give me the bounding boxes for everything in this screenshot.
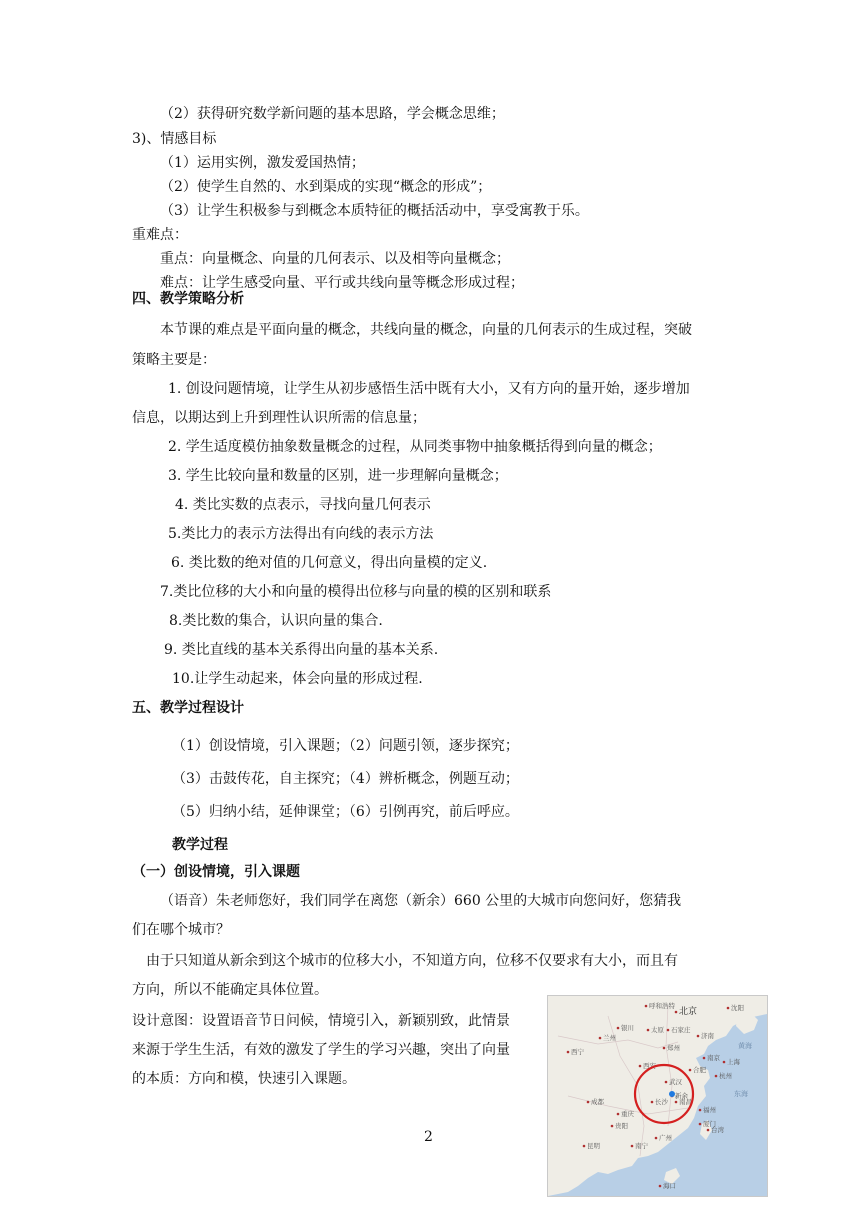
city-label: 福州 (703, 1106, 716, 1114)
city-label: 沈阳 (731, 1004, 744, 1012)
city-dot (715, 1075, 718, 1078)
text-line: （1）运用实例，激发爱国热情； (160, 155, 365, 171)
city-dot (697, 1035, 700, 1038)
paragraph-line: 设计意图：设置语音节日问候，情境引入，新颖别致，此情景 (132, 1013, 510, 1029)
page-number: 2 (424, 1129, 433, 1145)
city-dot (617, 1113, 620, 1116)
city-dot (599, 1037, 602, 1040)
list-item: 3. 学生比较向量和数量的区别，进一步理解向量概念； (168, 468, 508, 484)
list-item: 1. 创设问题情境，让学生从初步感悟生活中既有大小，又有方向的量开始，逐步增加 (168, 381, 690, 397)
city-label: 太原 (651, 1026, 664, 1034)
text-line: 重点：向量概念、向量的几何表示、以及相等向量概念； (160, 251, 510, 267)
city-dot (723, 1061, 726, 1064)
city-label: 济南 (701, 1032, 714, 1040)
list-item: 9. 类比直线的基本关系得出向量的基本关系. (164, 642, 439, 658)
city-label: 银川 (621, 1024, 634, 1032)
city-dot (583, 1145, 586, 1148)
paragraph-line: 由于只知道从新余到这个城市的位移大小，不知道方向，位移不仅要求有大小，而且有 (146, 953, 678, 969)
city-dot (647, 1029, 650, 1032)
paragraph-line: 来源于学生生活，有效的激发了学生的学习兴趣，突出了向量 (132, 1042, 510, 1058)
city-dot (639, 1065, 642, 1068)
sea-label: 黄海 (738, 1042, 752, 1050)
city-label: 兰州 (603, 1034, 616, 1042)
list-item: 7.类比位移的大小和向量的模得出位移与向量的模的区别和联系 (160, 584, 552, 600)
city-label: 呼和浩特 (649, 1002, 675, 1010)
city-label: 南宁 (635, 1142, 648, 1150)
city-label: 南昌 (679, 1098, 692, 1106)
city-label: 贵阳 (615, 1122, 628, 1130)
city-label: 新余 (675, 1092, 688, 1100)
text-line: 难点：让学生感受向量、平行或共线向量等概念形成过程； (160, 275, 524, 291)
list-item: （1）创设情境，引入课题；（2）问题引领，逐步探究； (172, 738, 519, 754)
city-label: 重庆 (621, 1110, 634, 1118)
paragraph-line: 策略主要是： (132, 352, 216, 368)
city-dot (689, 1069, 692, 1072)
city-label: 武汉 (669, 1078, 682, 1086)
city-label: 成都 (591, 1098, 604, 1106)
paragraph-line: 本节课的难点是平面向量的概念，共线向量的概念，向量的几何表示的生成过程，突破 (160, 322, 692, 338)
text-line: （3）让学生积极参与到概念本质特征的概括活动中，享受寓教于乐。 (160, 203, 589, 219)
city-label: 长沙 (655, 1098, 668, 1106)
list-item: 6. 类比数的绝对值的几何意义，得出向量模的定义. (171, 555, 488, 571)
list-item: 信息，以期达到上升到理性认识所需的信息量； (132, 410, 426, 426)
text-line: 3)、情感目标 (132, 131, 217, 147)
sub-heading: （一）创设情境，引入课题 (132, 864, 300, 880)
sub-heading: 教学过程 (172, 837, 228, 853)
list-item: 8.类比数的集合，认识向量的集合. (169, 613, 383, 629)
city-label: 石家庄 (671, 1026, 691, 1034)
city-dot (651, 1101, 654, 1104)
city-dot (699, 1123, 702, 1126)
paragraph-line: 们在哪个城市？ (132, 922, 230, 938)
city-dot (567, 1051, 570, 1054)
city-dot (663, 1047, 666, 1050)
city-label: 上海 (727, 1058, 740, 1066)
city-dot (655, 1137, 658, 1140)
city-dot (667, 1029, 670, 1032)
list-item: 4. 类比实数的点表示，寻找向量几何表示 (175, 497, 431, 513)
city-dot (707, 1129, 710, 1132)
city-label: 广州 (659, 1134, 672, 1142)
text-line: （2）获得研究数学新问题的基本思路，学会概念思维； (160, 106, 505, 122)
city-dot (659, 1185, 662, 1188)
paragraph-line: 方向，所以不能确定具体位置。 (132, 982, 328, 998)
city-label: 厦门 (703, 1120, 716, 1128)
list-item: 2. 学生适度模仿抽象数量概念的过程，从同类事物中抽象概括得到向量的概念； (168, 439, 662, 455)
city-label: 海口 (663, 1182, 676, 1190)
section-heading: 五、教学过程设计 (132, 700, 244, 716)
text-line: （2）使学生自然的、水到渠成的实现“概念的形成”； (160, 179, 492, 195)
section-heading: 四、教学策略分析 (132, 291, 244, 307)
city-dot (665, 1081, 668, 1084)
city-label: 台湾 (711, 1126, 724, 1134)
city-dot (675, 1011, 678, 1014)
city-label: 西安 (643, 1062, 656, 1070)
city-dot (611, 1125, 614, 1128)
sea-label: 东海 (734, 1090, 748, 1098)
city-dot (699, 1109, 702, 1112)
city-dot (727, 1007, 730, 1010)
city-dot (631, 1145, 634, 1148)
city-dot (645, 1005, 648, 1008)
paragraph-line: （语音）朱老师您好，我们同学在离您（新余）660 公里的大城市向您问好，您猜我 (160, 893, 682, 909)
city-dot (587, 1101, 590, 1104)
city-label: 北京 (679, 1007, 698, 1017)
city-label: 昆明 (587, 1142, 600, 1150)
city-label: 南京 (707, 1054, 720, 1062)
city-dot (703, 1057, 706, 1060)
list-item: （3）击鼓传花，自主探究；（4）辨析概念，例题互动； (172, 771, 519, 787)
china-map-image (547, 995, 768, 1197)
city-dot (675, 1101, 678, 1104)
city-label: 合肥 (693, 1066, 706, 1074)
xinyu-location-dot (669, 1091, 675, 1097)
city-label: 西宁 (571, 1048, 584, 1056)
city-label: 杭州 (719, 1072, 732, 1080)
city-dot (617, 1027, 620, 1030)
city-label: 郑州 (667, 1044, 680, 1052)
list-item: 5.类比力的表示方法得出有向线的表示方法 (168, 526, 434, 542)
text-line: 重难点： (132, 227, 188, 243)
list-item: （5）归纳小结，延伸课堂；（6）引例再究，前后呼应。 (172, 804, 519, 820)
list-item: 10.让学生动起来，体会向量的形成过程. (172, 671, 423, 687)
paragraph-line: 的本质：方向和模，快速引入课题。 (132, 1071, 356, 1087)
